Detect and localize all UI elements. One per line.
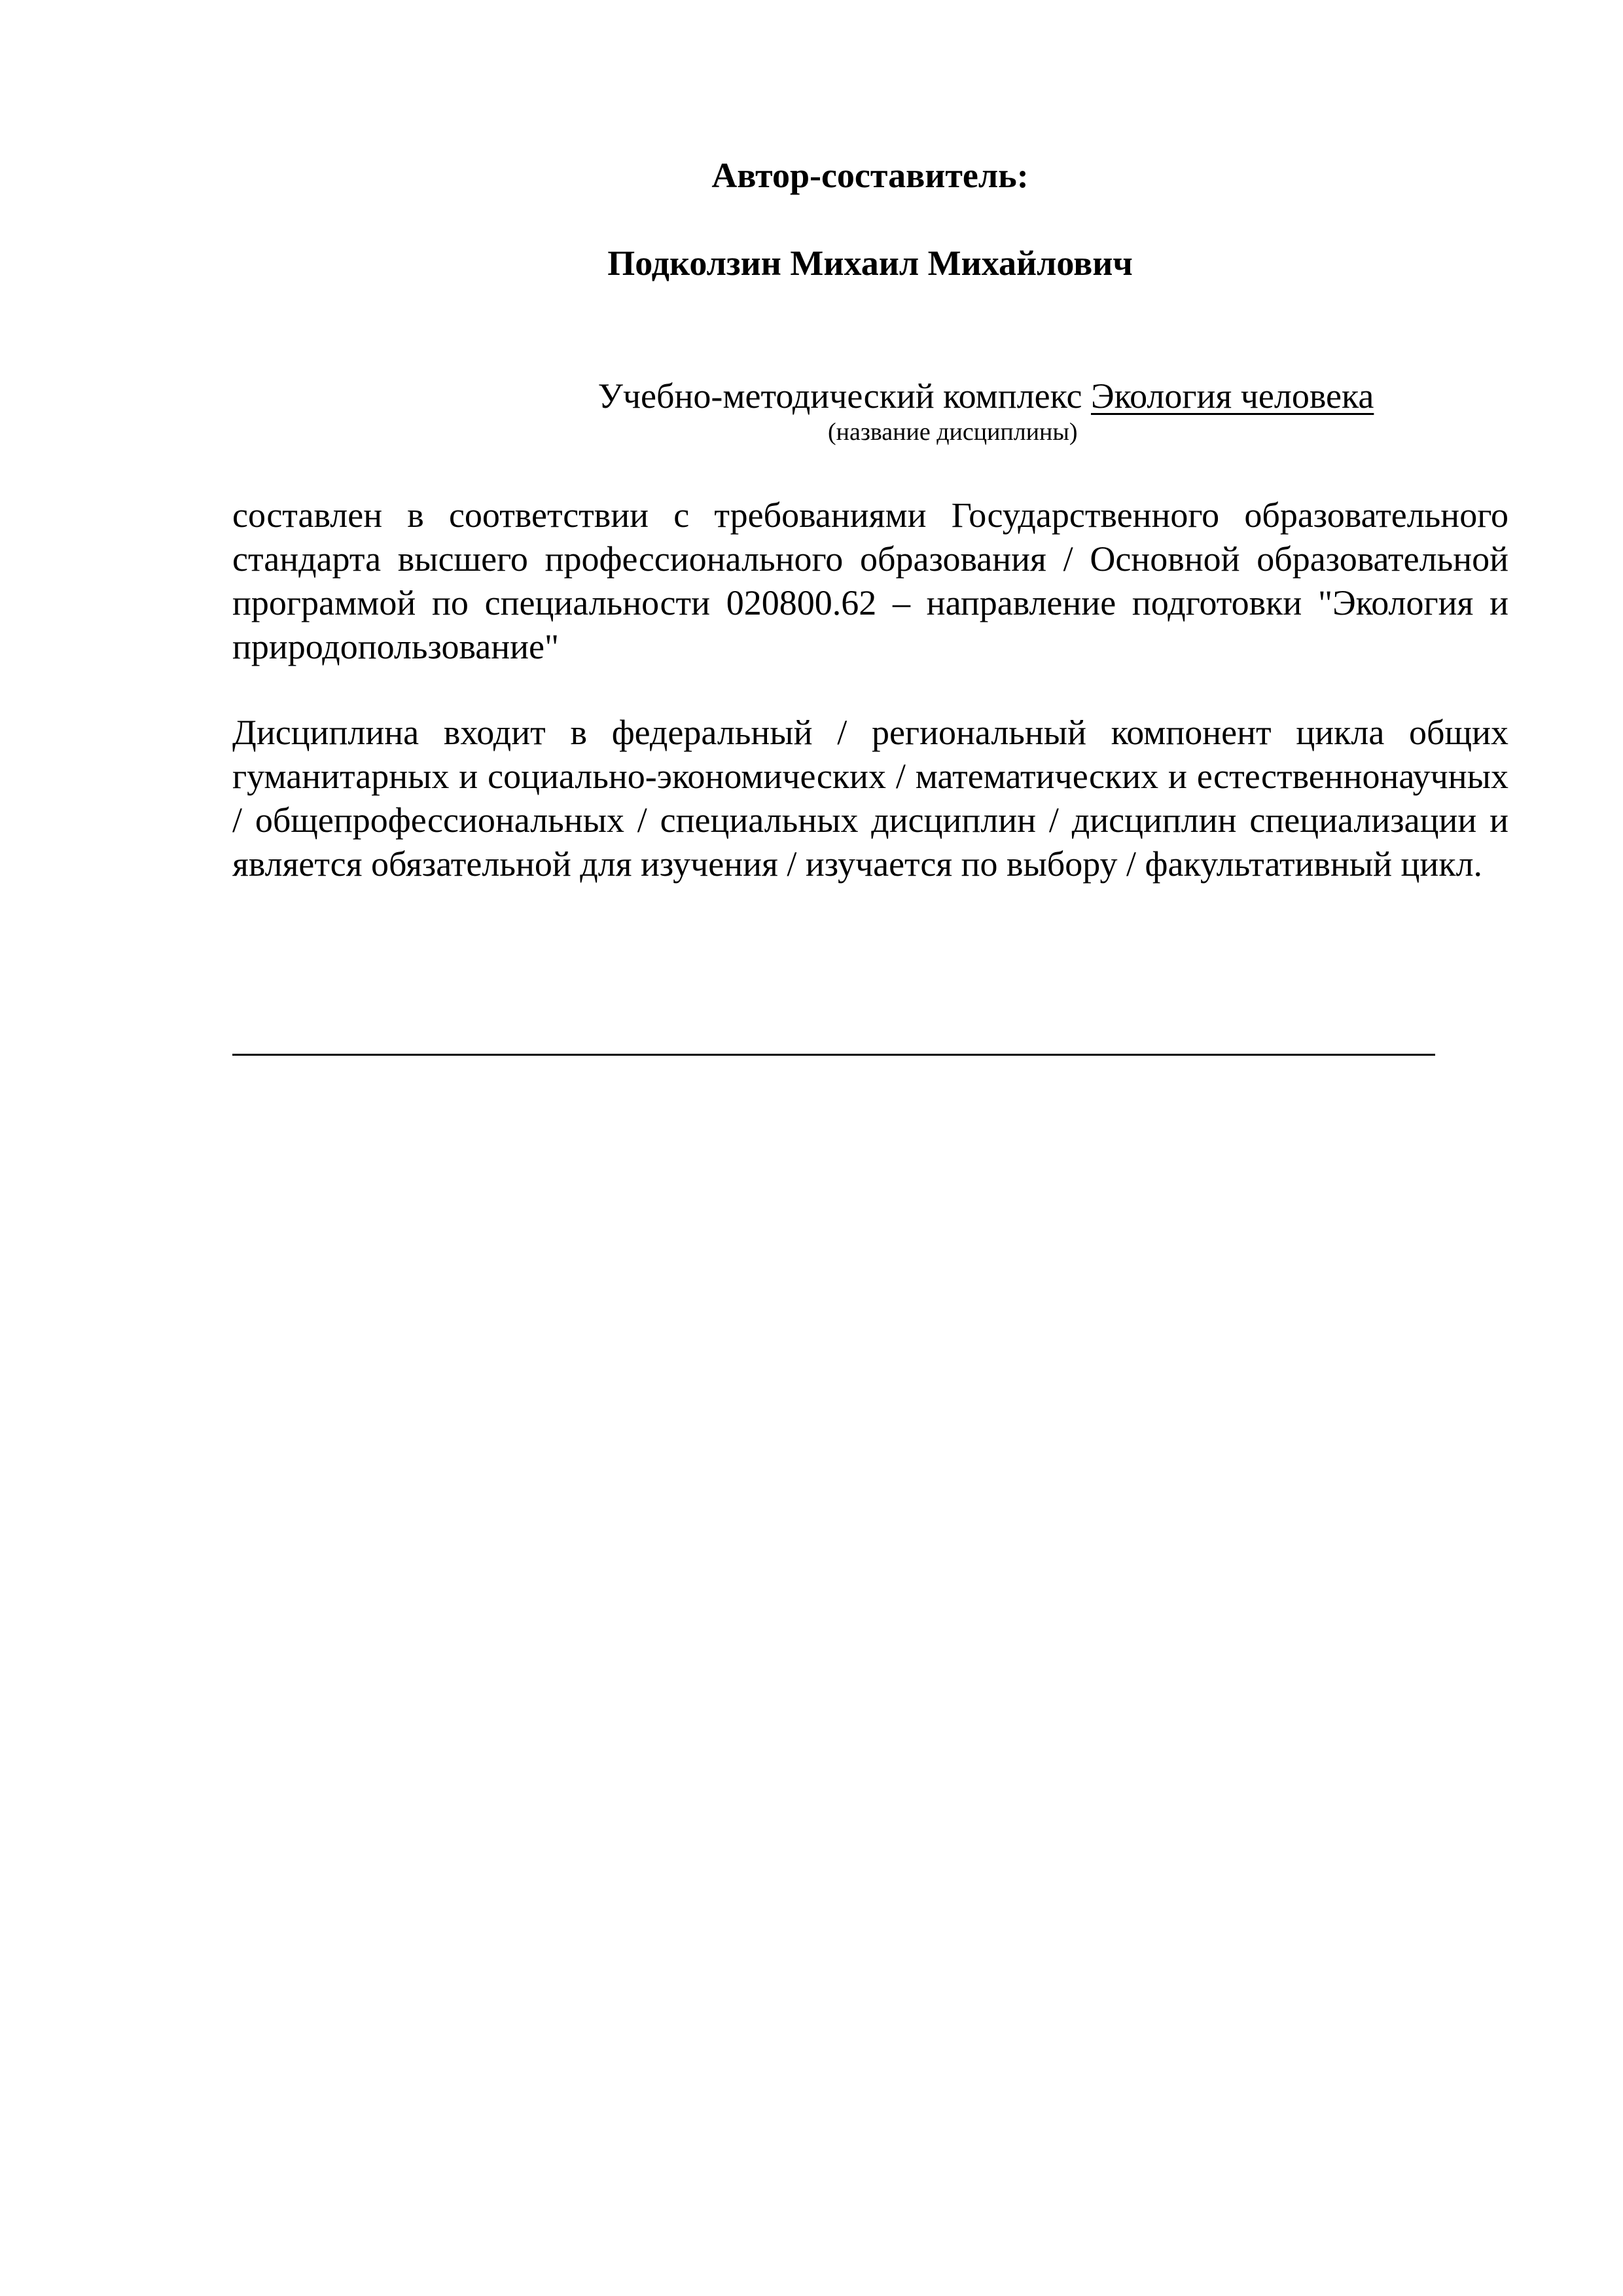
discipline-name: Экология человека bbox=[1090, 376, 1374, 416]
discipline-paragraph: Дисциплина входит в федеральный / региональный компонент цикла общих гуманитарных и социально-экономических / математических и естественнонаучных / общепрофессиональных / специальных дисциплин / дисциплин специализации и является обязательной для изучения / изучается по выбору / факультативный цикл. bbox=[232, 713, 1508, 884]
compliance-paragraph: составлен в соответствии с требованиями Государственного образовательного стандарта высшего профессионального образования / Основной образовательной программой по специальности 020800.62 – направление подготовки "Экология и природопользование" bbox=[232, 495, 1508, 666]
author-name: Подколзин Михаил Михайлович bbox=[607, 243, 1133, 283]
umk-prefix: Учебно-методический комплекс bbox=[597, 376, 1091, 416]
signature-line bbox=[232, 1054, 1435, 1056]
author-label: Автор-составитель: bbox=[711, 156, 1029, 195]
umk-title-line bbox=[232, 375, 1623, 417]
discipline-name-caption: (название дисциплины) bbox=[828, 418, 1078, 446]
